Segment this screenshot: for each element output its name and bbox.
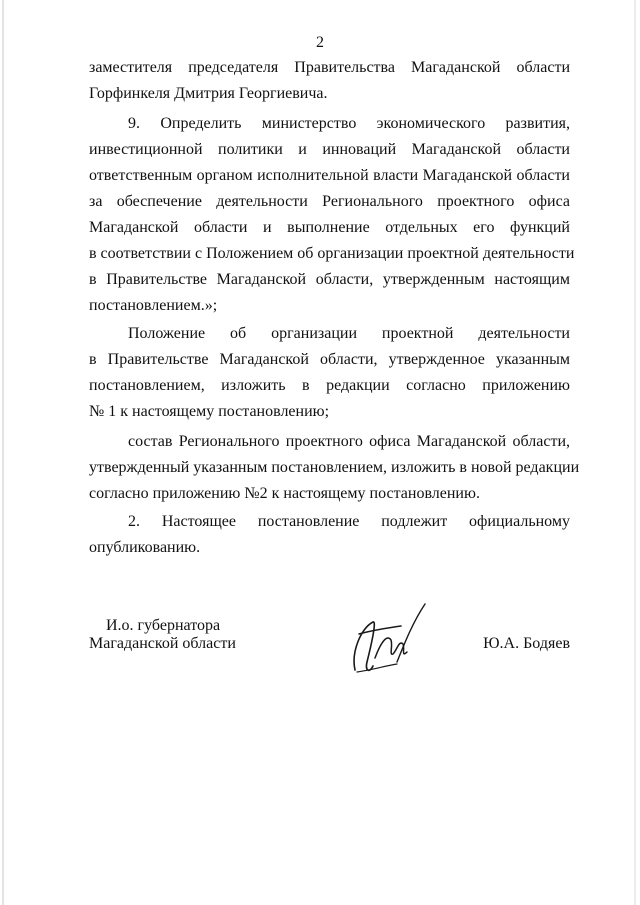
paragraph-line: № 1 к настоящему постановлению;: [89, 403, 330, 420]
handwritten-signature: [337, 600, 437, 680]
scan-edge-left: [2, 0, 4, 905]
paragraph-line: в Правительстве Магаданской области, утвержденным настоящим: [89, 271, 570, 288]
paragraph-line: 9. Определить министерство экономического развития,: [128, 115, 570, 132]
paragraph-line: инвестиционной политики и инноваций Магаданской области: [89, 141, 570, 158]
paragraph-line: постановлением.»;: [89, 297, 218, 314]
signatory-position-line1: И.о. губернатора: [106, 617, 221, 634]
paragraph-line: Магаданской области и выполнение отдельных его функций: [89, 219, 570, 236]
paragraph-line: Горфинкеля Дмитрия Георгиевича.: [89, 85, 328, 102]
scan-edge-right: [634, 0, 636, 905]
paragraph-line: за обеспечение деятельности Регионального проектного офиса: [89, 193, 570, 210]
paragraph-line: согласно приложению №2 к настоящему постановлению.: [89, 485, 480, 502]
paragraph-line: в Правительстве Магаданской области, утвержденное указанным: [89, 351, 570, 368]
paragraph-line: утвержденный указанным постановлением, изложить в новой редакции: [89, 459, 580, 476]
paragraph-line: ответственным органом исполнительной власти Магаданской области: [89, 167, 570, 184]
paragraph-line: в соответствии с Положением об организации проектной деятельности: [89, 245, 575, 262]
paragraph-line: состав Регионального проектного офиса Магаданской области,: [128, 433, 570, 450]
paragraph-line: опубликованию.: [89, 539, 201, 556]
page-number: 2: [316, 34, 324, 51]
paragraph-line: Положение об организации проектной деятельности: [128, 325, 570, 342]
paragraph-line: постановлением, изложить в редакции согласно приложению: [89, 377, 570, 394]
paragraph-line: заместителя председателя Правительства Магаданской области: [89, 59, 570, 76]
signatory-position-line2: Магаданской области: [89, 635, 236, 652]
paragraph-line: 2. Настоящее постановление подлежит официальному: [128, 513, 570, 530]
signatory-name: Ю.А. Бодяев: [483, 635, 570, 652]
